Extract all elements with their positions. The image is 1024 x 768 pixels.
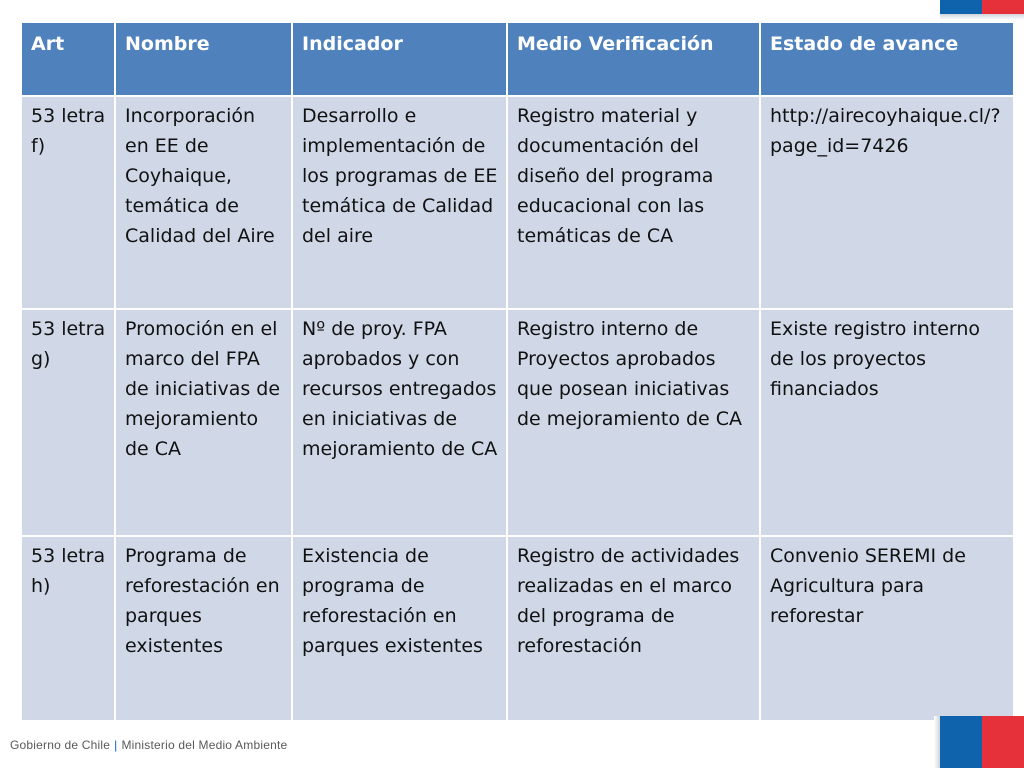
footer-separator: | bbox=[114, 738, 118, 752]
table-header-row bbox=[21, 22, 1014, 96]
chile-flag-bottom-decoration bbox=[940, 716, 1024, 768]
cell-art: 53 letra h) bbox=[21, 536, 115, 721]
cell-medio: Registro de actividades realizadas en el marco del programa de reforestación bbox=[507, 536, 760, 721]
cell-medio: Registro interno de Proyectos aprobados que posean iniciativas de mejoramiento de CA bbox=[507, 309, 760, 536]
flag-shadow bbox=[940, 14, 1024, 20]
cell-medio: Registro material y documentación del diseño del programa educacional con las temáticas de CA bbox=[507, 96, 760, 309]
flag-blue-block bbox=[940, 0, 982, 14]
header-medio-verificacion: Medio Verificación bbox=[507, 22, 760, 96]
header-art: Art bbox=[21, 22, 115, 96]
progress-table bbox=[20, 21, 1015, 722]
header-estado-avance: Estado de avance bbox=[760, 22, 1014, 96]
cell-estado: Existe registro interno de los proyectos financiados bbox=[760, 309, 1014, 536]
cell-art: 53 letra f) bbox=[21, 96, 115, 309]
table-row bbox=[21, 536, 1014, 721]
cell-nombre: Promoción en el marco del FPA de iniciativas de mejoramiento de CA bbox=[115, 309, 292, 536]
cell-art: 53 letra g) bbox=[21, 309, 115, 536]
cell-indicador: Nº de proy. FPA aprobados y con recursos entregados en iniciativas de mejoramiento de CA bbox=[292, 309, 507, 536]
chile-flag-top-decoration bbox=[940, 0, 1024, 20]
header-nombre: Nombre bbox=[115, 22, 292, 96]
footer-government: Gobierno de Chile bbox=[10, 738, 111, 752]
cell-estado: http://airecoyhaique.cl/?page_id=7426 bbox=[760, 96, 1014, 309]
flag-blue-block bbox=[940, 716, 982, 768]
footer-ministry: Ministerio del Medio Ambiente bbox=[121, 738, 288, 752]
footer-credit bbox=[10, 738, 287, 752]
table-row bbox=[21, 96, 1014, 309]
flag-red-block bbox=[982, 0, 1024, 14]
cell-estado: Convenio SEREMI de Agricultura para reforestar bbox=[760, 536, 1014, 721]
cell-indicador: Existencia de programa de reforestación en parques existentes bbox=[292, 536, 507, 721]
header-indicador: Indicador bbox=[292, 22, 507, 96]
cell-indicador: Desarrollo e implementación de los programas de EE temática de Calidad del aire bbox=[292, 96, 507, 309]
cell-nombre: Programa de reforestación en parques existentes bbox=[115, 536, 292, 721]
table-row bbox=[21, 309, 1014, 536]
flag-red-block bbox=[982, 716, 1024, 768]
cell-nombre: Incorporación en EE de Coyhaique, temática de Calidad del Aire bbox=[115, 96, 292, 309]
